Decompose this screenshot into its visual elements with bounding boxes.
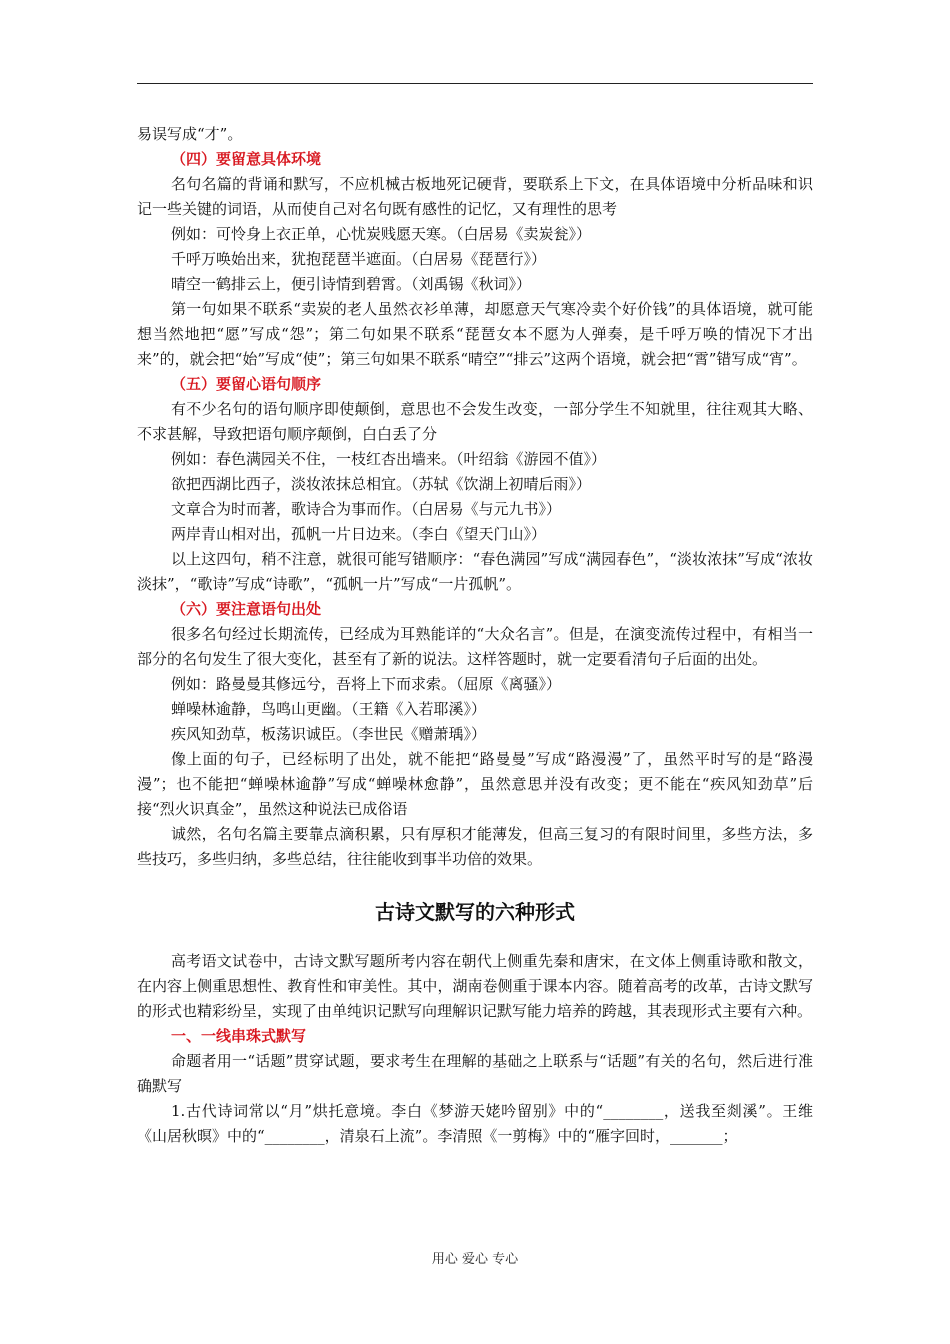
example-line: 千呼万唤始出来，犹抱琵琶半遮面。（白居易《琵琶行》）	[171, 250, 547, 268]
section-heading: 一、一线串珠式默写	[171, 1027, 307, 1045]
paragraph: 有不少名句的语句顺序即使颠倒，意思也不会发生改变，一部分学生不知就里，往往观其大略、不求甚解，导致把语句顺序颠倒，白白丢了分	[137, 400, 813, 443]
example-line: 例如：春色满园关不住，一枝红杏出墙来。（叶绍翁《游园不值》）	[171, 450, 607, 468]
section-heading: （五）要留心语句顺序	[171, 375, 322, 393]
example-line: 蝉噪林逾静，鸟鸣山更幽。（王籍《入若耶溪》）	[171, 700, 487, 718]
example-line: 两岸青山相对出，孤帆一片日边来。（李白《望天门山》）	[171, 525, 547, 543]
paragraph: 易误写成“才”。	[137, 125, 243, 143]
question-line: 1.古代诗词常以“月”烘托意境。李白《梦游天姥吟留别》中的“________，送我至剡溪”。王维《山居秋暝》中的“________，清泉石上流”。李清照《一剪梅》中的“雁字回时，_______；	[137, 1102, 813, 1145]
example-line: 例如：路曼曼其修远兮，吾将上下而求索。（屈原《离骚》）	[171, 675, 562, 693]
example-line: 例如：可怜身上衣正单，心忧炭贱愿天寒。（白居易《卖炭瓮》）	[171, 225, 592, 243]
example-line: 晴空一鹤排云上，便引诗情到碧霄。（刘禹锡《秋词》）	[171, 275, 532, 293]
paragraph: 名句名篇的背诵和默写，不应机械古板地死记硬背，要联系上下文，在具体语境中分析品味和识记一些关键的词语，从而使自己对名句既有感性的记忆，又有理性的思考	[137, 175, 813, 218]
paragraph: 像上面的句子，已经标明了出处，就不能把“路曼曼”写成“路漫漫”了，虽然平时写的是“路漫漫”；也不能把“蝉噪林逾静”写成“蝉噪林愈静”，虽然意思并没有改变；更不能在“疾风知劲草”后接“烈火识真金”，虽然这种说法已成俗语	[137, 750, 813, 818]
paragraph: 第一句如果不联系“卖炭的老人虽然衣衫单薄，却愿意天气寒冷卖个好价钱”的具体语境，就可能想当然地把“愿”写成“怨”；第二句如果不联系“琵琶女本不愿为人弹奏，是千呼万唤的情况下才出来”的，就会把“始”写成“使”；第三句如果不联系“晴空”“排云”这两个语境，就会把“霄”错写成“宵”。	[137, 300, 813, 368]
header-rule	[137, 83, 813, 84]
example-line: 文章合为时而著，歌诗合为事而作。（白居易《与元九书》）	[171, 500, 562, 518]
paragraph: 很多名句经过长期流传，已经成为耳熟能详的“大众名言”。但是，在演变流传过程中，有相当一部分的名句发生了很大变化，甚至有了新的说法。这样答题时，就一定要看清句子后面的出处。	[137, 625, 813, 668]
page-footer: 用心 爱心 专心	[431, 1252, 519, 1267]
example-line: 疾风知劲草，板荡识诚臣。（李世民《赠萧瑀》）	[171, 725, 487, 743]
paragraph: 高考语文试卷中，古诗文默写题所考内容在朝代上侧重先秦和唐宋，在文体上侧重诗歌和散文，在内容上侧重思想性、教育性和审美性。其中，湖南卷侧重于课本内容。随着高考的改革，古诗文默写的形式也精彩纷呈，实现了由单纯识记默写向理解识记默写能力培养的跨越，其表现形式主要有六种。	[137, 952, 813, 1020]
section-heading: （六）要注意语句出处	[171, 600, 322, 618]
section-heading: （四）要留意具体环境	[171, 150, 322, 168]
paragraph: 诚然，名句名篇主要靠点滴积累，只有厚积才能薄发，但高三复习的有限时间里，多些方法，多些技巧，多些归纳，多些总结，往往能收到事半功倍的效果。	[137, 825, 813, 868]
article-title: 古诗文默写的六种形式	[375, 900, 575, 924]
paragraph: 以上这四句，稍不注意，就很可能写错顺序：“春色满园”写成“满园春色”，“淡妆浓抹”写成“浓妆淡抹”，“歌诗”写成“诗歌”，“孤帆一片”写成“一片孤帆”。	[137, 550, 813, 593]
example-line: 欲把西湖比西子，淡妆浓抹总相宜。（苏轼《饮湖上初晴后雨》）	[171, 475, 592, 493]
document-body	[137, 122, 813, 1149]
paragraph: 命题者用一“话题”贯穿试题，要求考生在理解的基础之上联系与“话题”有关的名句，然后进行准确默写	[137, 1052, 813, 1095]
